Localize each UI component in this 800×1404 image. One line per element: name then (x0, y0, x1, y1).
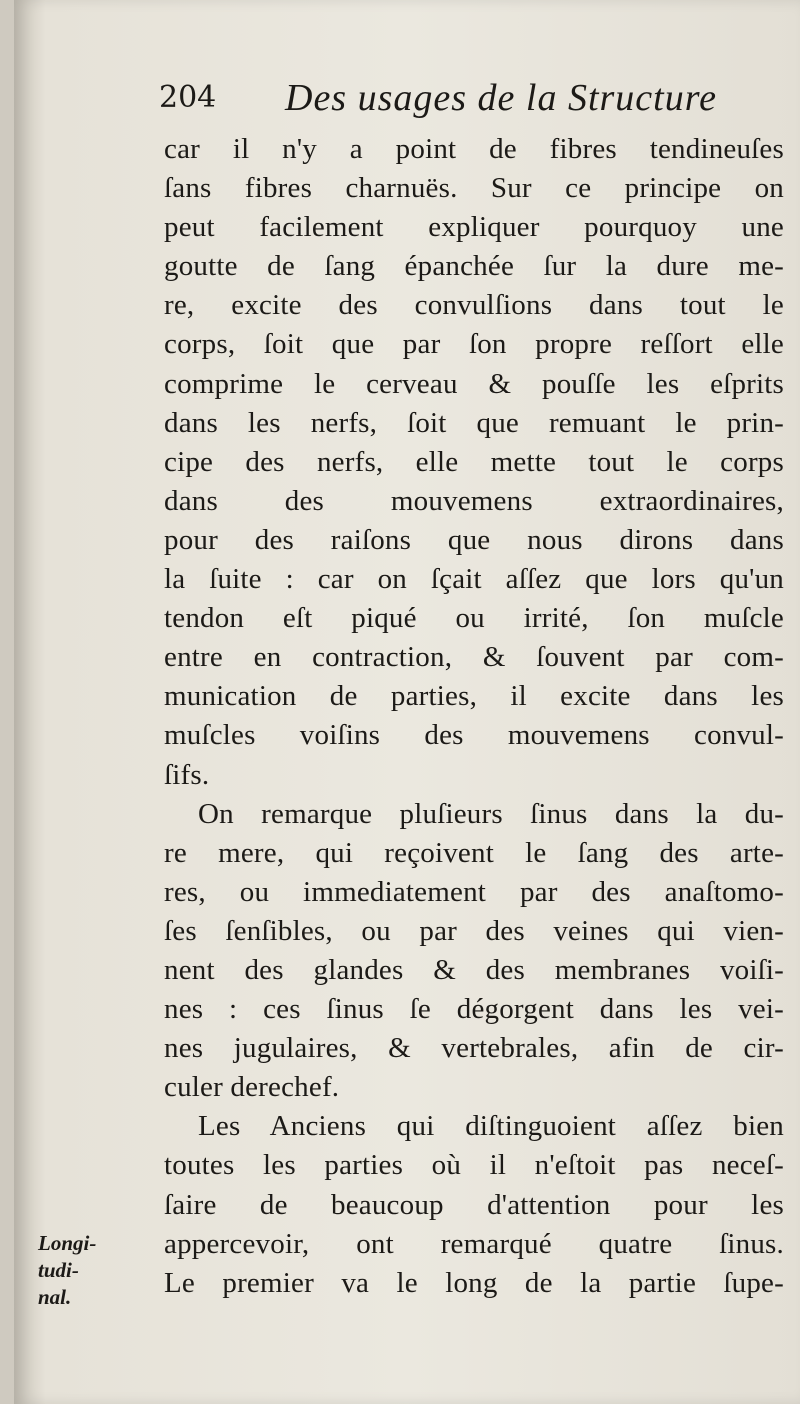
text-line: nes jugulaires, & vertebrales, afin de cir- (164, 1032, 784, 1065)
text-line: ſaire de beaucoup d'attention pour les (164, 1188, 784, 1221)
text-line: car il n'y a point de fibres tendineuſes (164, 133, 784, 165)
text-line: ſans fibres charnuës. Sur ce principe on (164, 172, 784, 205)
marginal-note-line: Longi- (38, 1231, 97, 1255)
text-line: munication de parties, il excite dans les (164, 680, 784, 713)
text-line: appercevoir, ont remarqué quatre ſinus. (164, 1227, 784, 1260)
text-line: la ſuite : car on ſçait aſſez que lors qu'un (164, 563, 784, 596)
text-line: dans les nerfs, ſoit que remuant le prin- (164, 406, 784, 439)
text-line: dans des mouvemens extraordinaires, (164, 484, 784, 517)
paragraph-end-line: culer derechef. (164, 1071, 340, 1104)
text-line: corps, ſoit que par ſon propre reſſort elle (164, 328, 784, 361)
text-line: res, ou immediatement par des anaſtomo- (164, 875, 784, 908)
marginal-note-line: nal. (38, 1285, 72, 1309)
text-line: ſes ſenſibles, ou par des veines qui vien- (164, 914, 784, 947)
text-line: pour des raiſons que nous dirons dans (164, 523, 784, 556)
paragraph-end-line: ſifs. (164, 758, 210, 791)
text-line: muſcles voiſins des mouvemens convul- (164, 719, 784, 752)
body-text (164, 130, 784, 1303)
text-line: peut facilement expliquer pourquoy une (164, 211, 784, 244)
text-line: cipe des nerfs, elle mette tout le corps (164, 445, 784, 478)
text-line: toutes les parties où il n'eſtoit pas neceſ- (164, 1149, 784, 1182)
text-line: nent des glandes & des membranes voiſi- (164, 953, 784, 986)
text-line: Le premier va le long de la partie ſupe- (164, 1266, 784, 1299)
text-line: goutte de ſang épanchée ſur la dure me- (164, 250, 784, 283)
text-line: comprime le cerveau & pouſſe les eſprits (164, 367, 784, 400)
text-line: nes : ces ſinus ſe dégorgent dans les vei- (164, 993, 784, 1026)
book-page (14, 0, 800, 1404)
marginal-note (38, 1230, 118, 1311)
page-header (159, 70, 779, 126)
text-line: tendon eſt piqué ou irrité, ſon muſcle (164, 602, 784, 635)
paragraph-start-line: On remarque pluſieurs ſinus dans la du- (198, 797, 784, 830)
marginal-note-line: tudi- (38, 1258, 79, 1282)
paragraph-start-line: Les Anciens qui diſtinguoient aſſez bien (198, 1110, 784, 1143)
page-number: 204 (159, 80, 217, 115)
text-line: re, excite des convulſions dans tout le (164, 289, 784, 322)
running-title: Des usages de la Structure (285, 77, 717, 119)
text-line: entre en contraction, & ſouvent par com- (164, 641, 784, 674)
text-line: re mere, qui reçoivent le ſang des arte- (164, 836, 784, 869)
